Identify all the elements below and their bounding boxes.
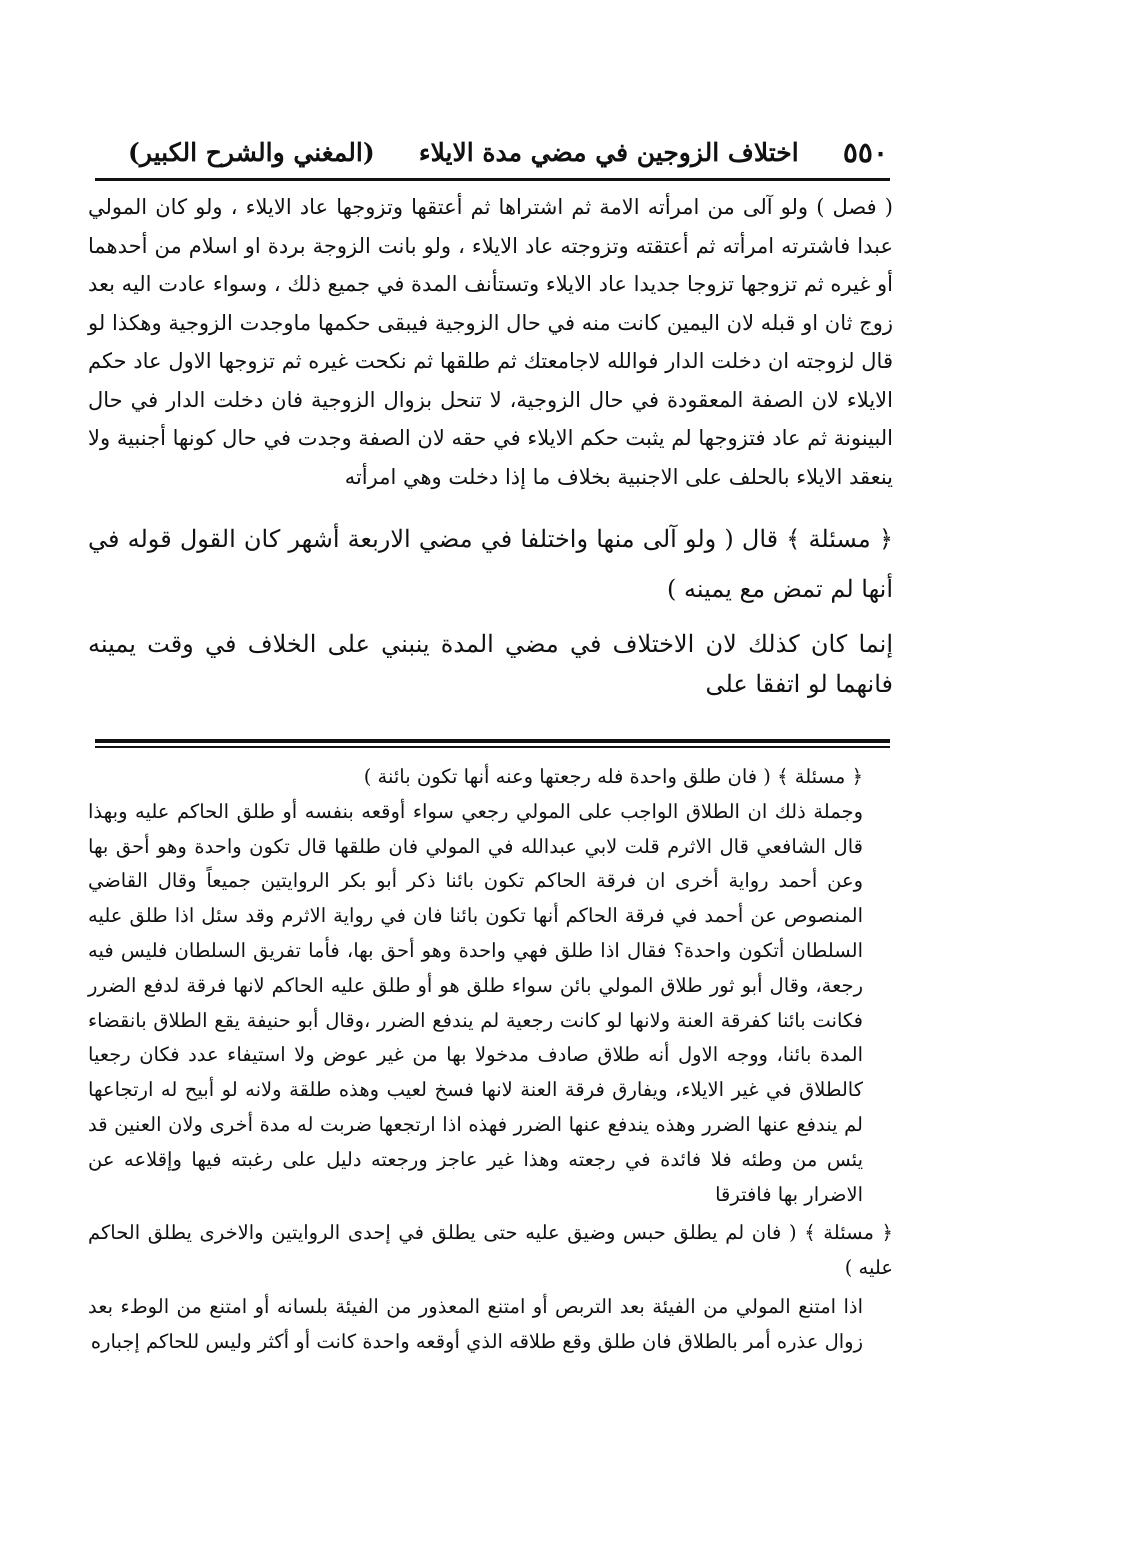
running-title: اختلاف الزوجين في مضي مدة الايلاء <box>418 137 799 167</box>
section-divider-thin <box>95 746 890 748</box>
commentary-paragraph-2: اذا امتنع المولي من الفيئة بعد التربص أو امتنع المعذور من الفيئة بلسانه أو امتنع من الوطء بعد زوال عذره أمر بالطلاق فان طلق وقع طلاقه الذي أوقعه واحدة كانت أو أكثر وليس للحاكم إجباره <box>88 1294 863 1353</box>
explanation-line: إنما كان كذلك لان الاختلاف في مضي المدة ينبني على الخلاف في وقت يمينه فانهما لو اتفقا على <box>88 630 893 698</box>
main-text-section <box>88 188 893 704</box>
masala-1: ﴿ مسئلة ﴾ ( فان طلق واحدة فله رجعتها وعنه أنها تكون بائنة ) <box>363 765 863 788</box>
masala-2: ﴿ مسئلة ﴾ ( فان لم يطلق حبس وضيق عليه حتى يطلق في إحدى الروايتين والاخرى يطلق الحاكم عليه ) <box>88 1221 893 1280</box>
fasl-paragraph: ( فصل ) ولو آلى من امرأته الامة ثم اشتراها ثم أعتقها وتزوجها عاد الايلاء ، ولو كان المولي عبدا فاشترته امرأته ثم أعتقته وتزوجته عاد الايلاء ، ولو بانت الزوجة بردة او اسلام من أحدهما أو غيره ثم تزوجها تزوجا جديدا عاد الايلاء وتستأنف المدة في جميع ذلك ، وسواء عادت اليه بعد زوج ثان او قبله لان اليمين كانت منه في حال الزوجية فيبقى حكمها ماوجدت الزوجية وهكذا لو قال لزوجته ان دخلت الدار فوالله لاجامعتك ثم طلقها ثم نكحت غيره ثم تزوجها الاول عاد حكم الايلاء لان الصفة المعقودة في حال الزوجية، لا تنحل بزوال الزوجية فان دخلت الدار في حال البينونة ثم عاد فتزوجها لم يثبت حكم الايلاء في حقه لان الصفة وجدت في حال كونها أجنبية ولا ينعقد الايلاء بالحلف على الاجنبية بخلاف ما إذا دخلت وهي امرأته <box>88 195 893 489</box>
page-header <box>128 128 888 176</box>
commentary-paragraph-1: وجملة ذلك ان الطلاق الواجب على المولي رجعي سواء أوقعه بنفسه أو طلق الحاكم عليه وبهذا قال الشافعي قال الاثرم قلت لابي عبدالله في المولي فان طلقها قال تكون واحدة وهو أحق بها وعن أحمد رواية أخرى ان فرقة الحاكم تكون بائنا ذكر أبو بكر الروايتين جميعاً وقال القاضي المنصوص عن أحمد في فرقة الحاكم أنها تكون بائنا فان في رواية الاثرم وقد سئل اذا طلق عليه السلطان أتكون واحدة؟ فقال اذا طلق فهي واحدة وهو أحق بها، فأما تفريق السلطان فليس فيه رجعة، وقال أبو ثور طلاق المولي بائن سواء طلق هو أو طلق عليه الحاكم لانها فرقة لدفع الضرر فكانت بائنا كفرقة العنة ولانها لو كانت رجعية لم يندفع الضرر ،وقال أبو حنيفة يقع الطلاق بانقضاء المدة بائنا، ووجه الاول أنه طلاق صادف مدخولا بها من غير عوض ولا استيفاء عدد فكان رجعيا كالطلاق في غير الايلاء، ويفارق فرقة العنة لانها فسخ لعيب وهذه طلقة ولانه لو أبيح له ارتجاعها لم يندفع عنها الضرر وهذه يندفع عنها الضرر فهذه اذا ارتجعها ضربت له مدة أخرى ولان العنين قد يئس من وطئه فلا فائدة في رجعته وهذا غير عاجز ورجعته دليل على رغبته فيها وإقلاعه عن الاضرار بها فافترقا <box>88 799 863 1206</box>
commentary-section <box>88 760 893 1360</box>
masala-heading: ﴿ مسئلة ﴾ قال ( ولو آلى منها واختلفا في مضي الاربعة أشهر كان القول قوله في أنها لم تمض مع يمينه ) <box>88 525 893 603</box>
header-divider <box>95 178 890 181</box>
book-title: (المغني والشرح الكبير) <box>128 137 375 167</box>
page-number: ٥٥٠ <box>842 135 888 169</box>
section-divider-thick <box>95 739 890 743</box>
